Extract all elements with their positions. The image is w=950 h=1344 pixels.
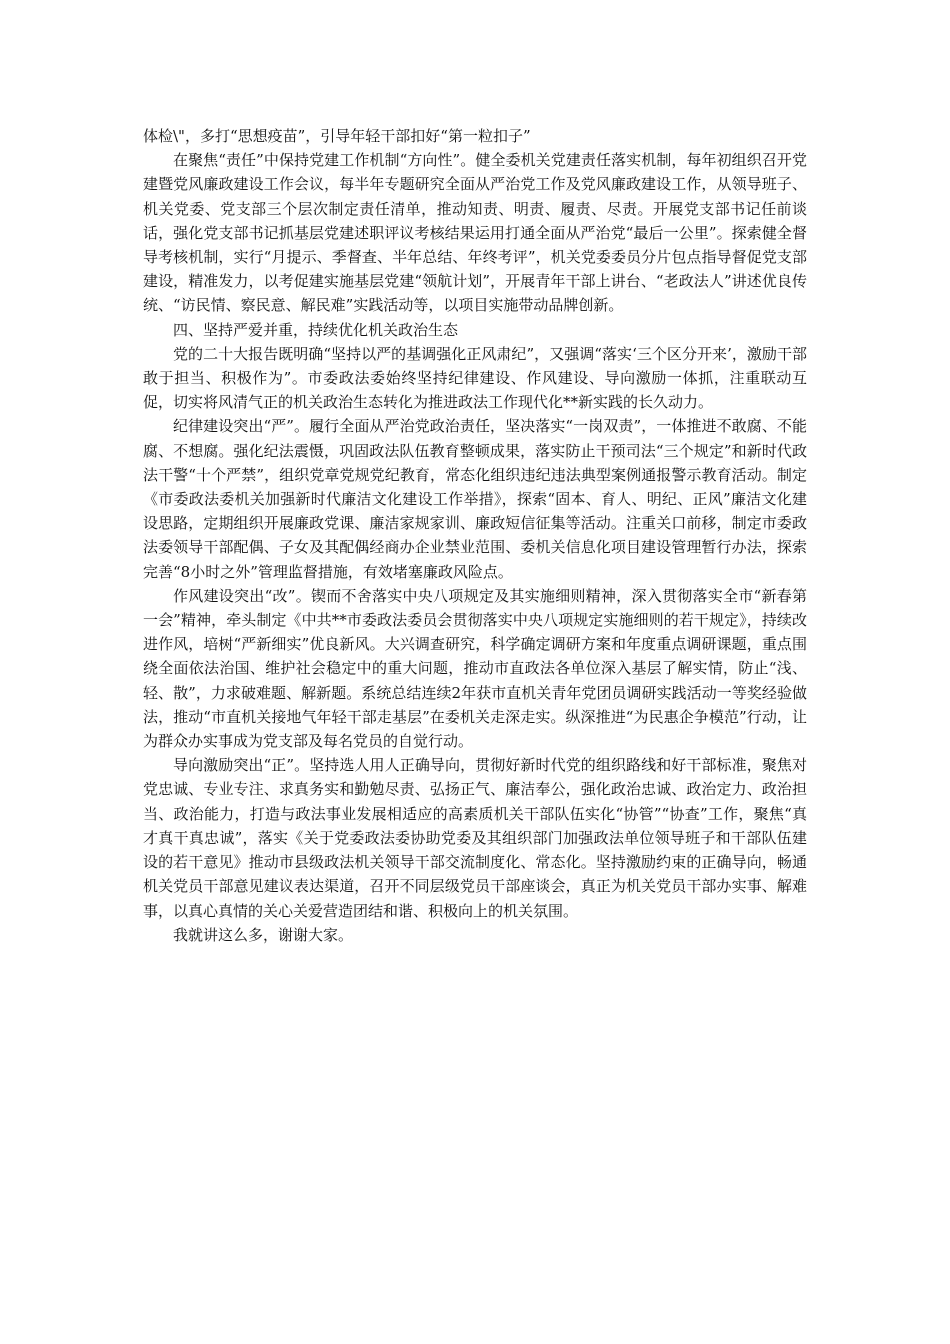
paragraph-guidance-incentive: 导向激励突出“正”。坚持选人用人正确导向，贯彻好新时代党的组织路线和好干部标准，聚焦对党忠诚、专业专注、求真务实和勤勉尽责、弘扬正气、廉洁奉公，强化政治忠诚、政治定力、政治担当、政治能力，打造与政法事业发展相适应的高素质机关干部队伍实化“协管”“协查”工作，聚焦“真才真干真忠诚”，落实《关于党委政法委协助党委及其组织部门加强政法单位领导班子和干部队伍建设的若干意见》推动市县级政法机关领导干部交流制度化、常态化。坚持激励约束的正确导向，畅通机关党员干部意见建议表达渠道，召开不同层级党员干部座谈会，真正为机关党员干部办实事、解难事，以真心真情的关心关爱营造团结和谐、积极向上的机关氛围。 <box>143 756 807 920</box>
paragraph-closing: 我就讲这么多，谢谢大家。 <box>173 925 354 944</box>
paragraph-discipline: 纪律建设突出“严”。履行全面从严治党政治责任，坚决落实“一岗双责”，一体推进不敢腐、不能腐、不想腐。强化纪法震慑，巩固政法队伍教育整顿成果，落实防止干预司法“三个规定”和新时代政法干警“十个严禁”，组织党章党规党纪教育，常态化组织违纪违法典型案例通报警示教育活动。制定《市委政法委机关加强新时代廉洁文化建设工作举措》，探索“固本、育人、明纪、正风”廉洁文化建设思路，定期组织开展廉政党课、廉洁家规家训、廉政短信征集等活动。注重关口前移，制定市委政法委领导干部配偶、子女及其配偶经商办企业禁业范围、委机关信息化项目建设管理暂行办法，探索完善“8小时之外”管理监督措施，有效堵塞廉政风险点。 <box>143 417 807 581</box>
paragraph-responsibility: 在聚焦“责任”中保持党建工作机制“方向性”。健全委机关党建责任落实机制，每年初组织召开党建暨党风廉政建设工作会议，每半年专题研究全面从严治党工作及党风廉政建设工作，从领导班子、机关党委、党支部三个层次制定责任清单，推动知责、明责、履责、尽责。开展党支部书记任前谈话，强化党支部书记抓基层党建述职评议考核结果运用打通全面从严治党“最后一公里”。探索健全督导考核机制，实行“月提示、季督查、半年总结、年终考评”，机关党委委员分片包点指导督促党支部建设，精准发力，以考促建实施基层党建“领航计划”，开展青年干部上讲台、“老政法人”讲述优良传统、“访民情、察民意、解民难”实践活动等，以项目实施带动品牌创新。 <box>143 151 807 315</box>
paragraph-continuation: 体检\"，多打“思想疫苗”，引导年轻干部扣好“第一粒扣子” <box>143 127 531 145</box>
document-page <box>143 124 807 947</box>
paragraph-work-style: 作风建设突出“改”。锲而不舍落实中央八项规定及其实施细则精神，深入贯彻落实全市“新春第一会”精神，牵头制定《中共**市委政法委员会贯彻落实中央八项规定实施细则的若干规定》，持续改进作风，培树“严新细实”优良新风。大兴调查研究，科学确定调研方案和年度重点调研课题，重点围绕全面依法治国、维护社会稳定中的重大问题，推动市直政法各单位深入基层了解实情，防止“浅、轻、散”，力求破难题、解新题。系统总结连续2年获市直机关青年党团员调研实践活动一等奖经验做法，推动“市直机关接地气年轻干部走基层”在委机关走深走实。纵深推进“为民惠企争模范”行动，让为群众办实事成为党支部及每名党员的自觉行动。 <box>143 586 807 751</box>
section-heading-4: 四、坚持严爱并重，持续优化机关政治生态 <box>173 320 459 339</box>
paragraph-political-ecology: 党的二十大报告既明确“坚持以严的基调强化正风肃纪”，又强调“落实‘三个区分开来’，激励干部敢于担当、积极作为”。市委政法委始终坚持纪律建设、作风建设、导向激励一体抓，注重联动互促，切实将风清气正的机关政治生态转化为推进政法工作现代化**新实践的长久动力。 <box>143 344 807 412</box>
